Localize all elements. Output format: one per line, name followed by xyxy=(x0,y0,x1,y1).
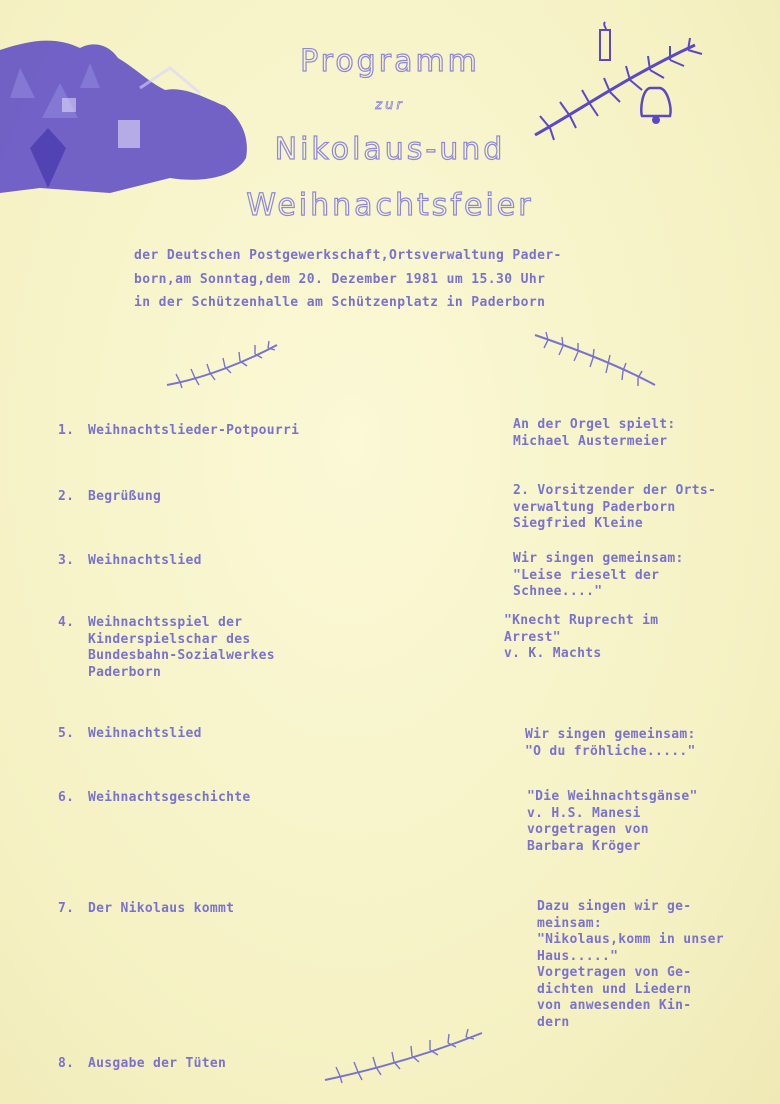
note-line: meinsam: xyxy=(537,915,603,931)
note-line: "Knecht Ruprecht im xyxy=(504,613,659,628)
program-note-2 xyxy=(513,483,716,533)
program-item-7 xyxy=(58,901,234,918)
intro-line: der Deutschen Postgewerkschaft,Ortsverwaltung Pader- xyxy=(134,248,562,263)
candle-branch-stamp-icon xyxy=(530,20,705,145)
fir-branch-right-icon xyxy=(533,330,658,390)
note-line: An der Orgel spielt: xyxy=(513,417,676,432)
intro-line: born,am Sonntag,dem 20. Dezember 1981 um 15.30 Uhr xyxy=(134,271,546,287)
program-note-7 xyxy=(537,899,724,1031)
note-line: Vorgetragen von Ge- xyxy=(537,965,692,980)
title-nikolaus: Nikolaus-und xyxy=(274,132,506,167)
item-number: 1. xyxy=(58,423,75,438)
intro-line: in der Schützenhalle am Schützenplatz in Paderborn xyxy=(134,295,546,310)
note-line: Wir singen gemeinsam: xyxy=(525,727,696,742)
program-item-5 xyxy=(58,726,202,743)
note-line: v. H.S. Manesi xyxy=(527,805,641,821)
item-number: 5. xyxy=(58,726,75,741)
item-number: 7. xyxy=(58,901,75,916)
item-text: Ausgabe der Tüten xyxy=(88,1056,227,1071)
item-text: Weihnachtslied xyxy=(88,726,202,741)
program-item-3 xyxy=(58,553,202,570)
note-line: Wir singen gemeinsam: xyxy=(513,551,684,566)
item-text: Weihnachtslieder-Potpourri xyxy=(88,423,300,438)
program-item-4 xyxy=(58,615,275,681)
note-line: Siegfried Kleine xyxy=(513,516,644,531)
item-number: 2. xyxy=(58,489,75,504)
item-text: Der Nikolaus kommt xyxy=(88,901,235,916)
item-text: Bundesbahn-Sozialwerkes xyxy=(88,648,275,663)
program-note-1 xyxy=(513,417,676,450)
program-note-3 xyxy=(513,551,684,601)
title-weihnachtsfeier: Weihnachtsfeier xyxy=(246,188,534,223)
note-line: "O du fröhliche....." xyxy=(525,743,696,759)
note-line: Michael Austermeier xyxy=(513,433,668,449)
fir-branch-left-icon xyxy=(165,340,280,390)
note-line: vorgetragen von xyxy=(527,822,649,837)
note-line: v. K. Machts xyxy=(504,646,602,661)
note-line: Haus....." xyxy=(537,948,619,964)
note-line: von anwesenden Kin- xyxy=(537,998,692,1013)
program-note-4 xyxy=(504,613,658,663)
fir-branch-bottom-icon xyxy=(322,1025,487,1085)
program-title: Programm xyxy=(300,44,480,79)
program-item-1 xyxy=(58,423,299,440)
item-text: Paderborn xyxy=(88,664,162,680)
program-item-6 xyxy=(58,790,251,807)
intro-paragraph xyxy=(134,244,634,315)
item-number: 3. xyxy=(58,553,75,568)
note-line: Arrest" xyxy=(504,629,561,645)
note-line: Schnee...." xyxy=(513,584,603,599)
item-text: Weihnachtsgeschichte xyxy=(88,790,251,805)
item-text: Kinderspielschar des xyxy=(88,631,251,647)
program-note-5 xyxy=(525,727,696,760)
program-item-2 xyxy=(58,489,161,506)
item-text: Weihnachtslied xyxy=(88,553,202,568)
note-line: Barbara Kröger xyxy=(527,838,641,854)
item-number: 6. xyxy=(58,790,75,805)
note-line: dern xyxy=(537,1014,570,1030)
item-text: Begrüßung xyxy=(88,489,162,504)
note-line: 2. Vorsitzender der Orts- xyxy=(513,483,717,498)
note-line: "Nikolaus,komm in unser xyxy=(537,932,724,947)
title-zur: zur xyxy=(375,98,405,113)
note-line: verwaltung Paderborn xyxy=(513,499,676,515)
item-number: 8. xyxy=(58,1056,75,1071)
item-number: 4. xyxy=(58,615,75,630)
program-item-8 xyxy=(58,1056,226,1073)
item-text: Weihnachtsspiel der xyxy=(88,615,243,630)
note-line: dichten und Liedern xyxy=(537,981,692,997)
note-line: "Die Weihnachtsgänse" xyxy=(527,789,698,804)
note-line: "Leise rieselt der xyxy=(513,567,660,583)
program-note-6 xyxy=(527,789,698,855)
note-line: Dazu singen wir ge- xyxy=(537,899,692,914)
